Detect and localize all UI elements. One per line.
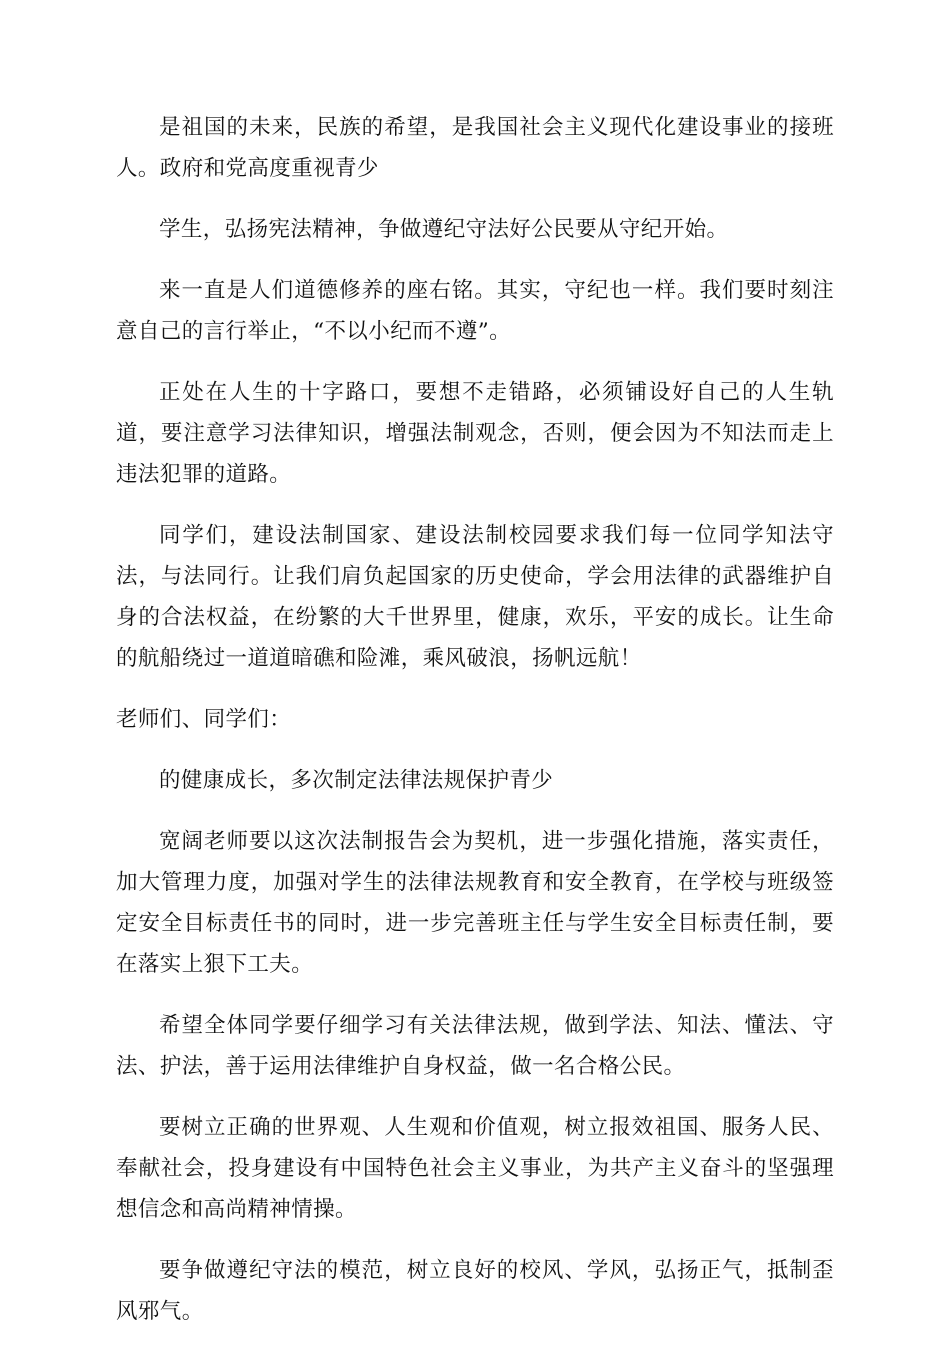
paragraph-4: 正处在人生的十字路口，要想不走错路，必须铺设好自己的人生轨道，要注意学习法律知识，增强法制观念，否则，便会因为不知法而走上违法犯罪的道路。	[116, 380, 834, 487]
paragraph-5: 同学们，建设法制国家、建设法制校园要求我们每一位同学知法守法，与法同行。让我们肩负起国家的历史使命，学会用法律的武器维护自身的合法权益，在纷繁的大千世界里，健康，欢乐，平安的成长。让生命的航船绕过一道道暗礁和险滩，乘风破浪，扬帆远航！	[116, 523, 834, 671]
paragraph-11: 要争做遵纪守法的模范，树立良好的校风、学风，弘扬正气，抵制歪风邪气。	[116, 1258, 834, 1324]
salutation: 老师们、同学们：	[116, 707, 292, 732]
paragraph-1: 是祖国的未来，民族的希望，是我国社会主义现代化建设事业的接班人。政府和党高度重视青少	[116, 115, 834, 181]
paragraph-9: 希望全体同学要仔细学习有关法律法规，做到学法、知法、懂法、守法、护法，善于运用法律维护自身权益，做一名合格公民。	[116, 1013, 834, 1079]
paragraph-8: 宽阔老师要以这次法制报告会为契机，进一步强化措施，落实责任，加大管理力度，加强对学生的法律法规教育和安全教育，在学校与班级签定安全目标责任书的同时，进一步完善班主任与学生安全目标责任制，要在落实上狠下工夫。	[116, 829, 834, 977]
paragraph-2: 学生，弘扬宪法精神，争做遵纪守法好公民要从守纪开始。	[159, 217, 729, 242]
paragraph-10: 要树立正确的世界观、人生观和价值观，树立报效祖国、服务人民、奉献社会，投身建设有中国特色社会主义事业，为共产主义奋斗的坚强理想信念和高尚精神情操。	[116, 1115, 834, 1222]
paragraph-7: 的健康成长，多次制定法律法规保护青少	[159, 768, 554, 793]
document-body	[116, 107, 834, 1352]
paragraph-3: 来一直是人们道德修养的座右铭。其实，守纪也一样。我们要时刻注意自己的言行举止，“不以小纪而不遵”。	[116, 278, 834, 344]
